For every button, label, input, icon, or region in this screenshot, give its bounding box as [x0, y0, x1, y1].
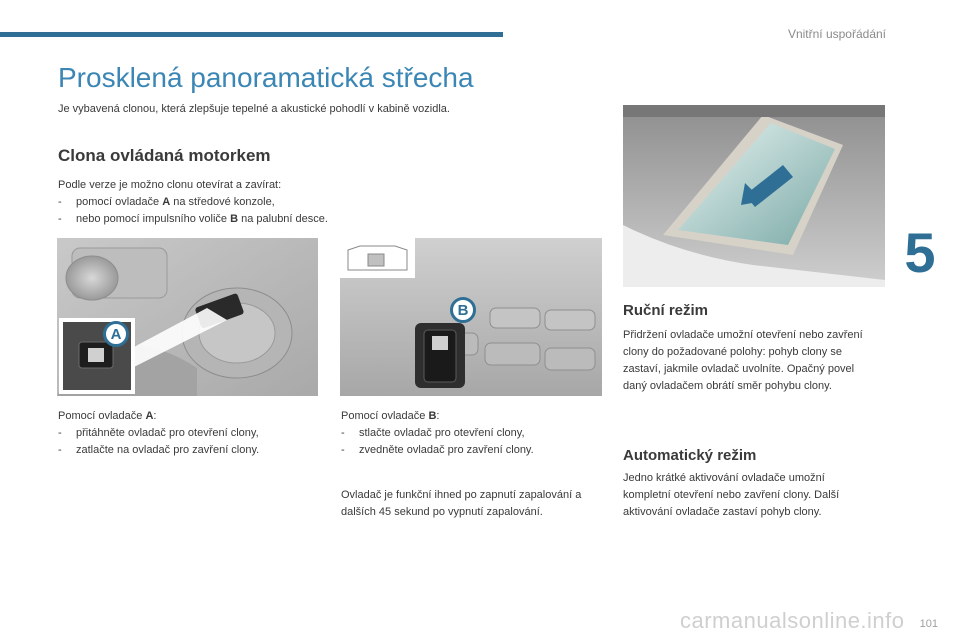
motor-heading: Clona ovládaná motorkem — [58, 146, 271, 165]
roof-photo — [623, 105, 885, 287]
motor-lead: Podle verze je možno clonu otevírat a zavírat: — [58, 179, 282, 191]
list-item: - pomocí ovladače A na středové konzole, — [58, 196, 275, 208]
manual-text: Přidržení ovladače umožní otevření nebo zavření clony do požadované polohy: pohyb clony se zastaví, jakmile ovladač uvolníte. Opačný povel daný ovladačem obrátí směr pohybu clony. — [623, 329, 863, 392]
list-item: - stlačte ovladač pro otevření clony, — [341, 427, 525, 439]
callout-a: A — [103, 321, 129, 347]
auto-text: Jedno krátké aktivování ovladače umožní kompletní otevření nebo zavření clony. Další aktivování ovladače zastaví pohyb clony. — [623, 472, 840, 518]
caption-a-lead: Pomocí ovladače A: — [58, 410, 157, 422]
dashboard-switch-photo — [340, 238, 602, 396]
panoramic-roof-illustration — [623, 105, 885, 287]
list-item: - zatlačte na ovladač pro zavření clony. — [58, 444, 260, 456]
caption-a — [58, 408, 318, 459]
page-number: 101 — [919, 618, 938, 630]
section-title: Vnitřní uspořádání — [787, 27, 886, 41]
header-bar — [0, 32, 503, 37]
list-item: - nebo pomocí impulsního voliče B na palubní desce. — [58, 213, 328, 225]
caption-b — [341, 408, 603, 459]
motor-text — [58, 177, 398, 228]
list-item: - zvedněte ovladač pro zavření clony. — [341, 444, 534, 456]
console-control-photo — [57, 238, 318, 396]
chapter-number: 5 — [904, 221, 936, 284]
list-item: - přitáhněte ovladač pro otevření clony, — [58, 427, 259, 439]
ignition-note: Ovladač je funkční ihned po zapnutí zapalování a dalších 45 sekund po vypnutí zapalování. — [341, 489, 582, 518]
auto-heading: Automatický režim — [623, 447, 757, 464]
callout-b: B — [450, 297, 476, 323]
console-control-illustration — [57, 238, 318, 396]
manual-heading: Ruční režim — [623, 302, 709, 319]
intro-text: Je vybavená clonou, která zlepšuje tepelné a akustické pohodlí v kabině vozidla. — [58, 103, 450, 115]
page-title: Prosklená panoramatická střecha — [58, 62, 474, 93]
caption-b-lead: Pomocí ovladače B: — [341, 410, 440, 422]
watermark: carmanualsonline.info — [680, 608, 905, 633]
